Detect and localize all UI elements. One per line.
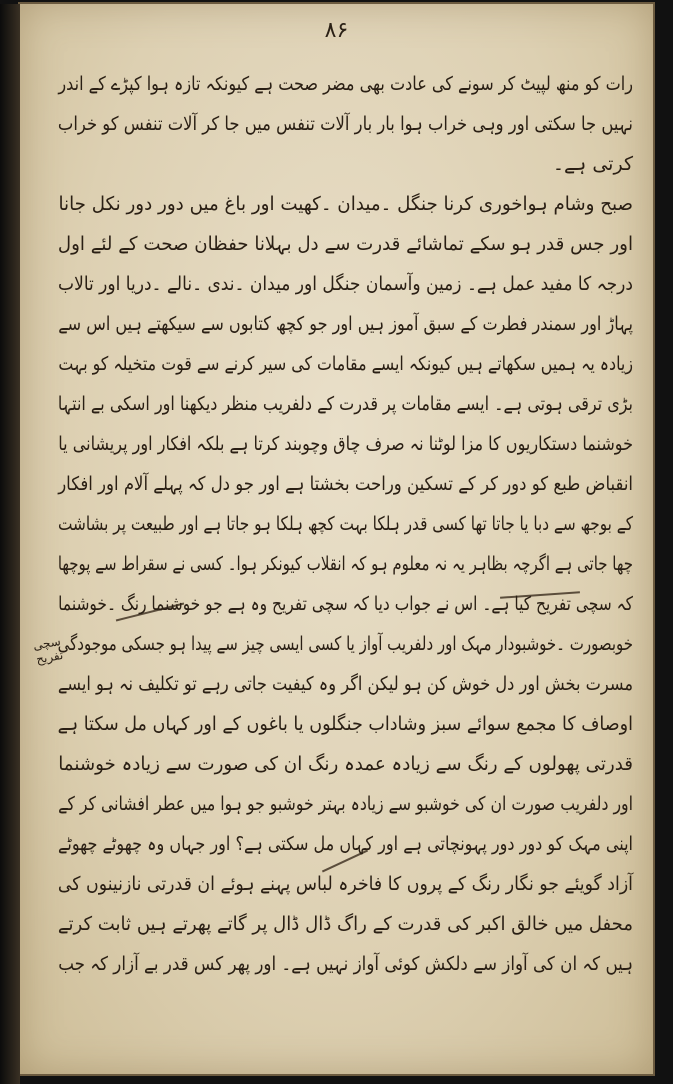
text-line: ہیں کہ ان کی آواز سے دلکش کوئی آواز نہیں ہے۔ اور پھر کس قدر بے آزار کہ جب — [58, 953, 633, 975]
text-line: رات کو منھ لپیٹ کر سونے کی عادت بھی مضر صحت ہے کیونکہ تازہ ہوا کپڑے کے اندر — [58, 73, 634, 95]
text-line: پہاڑ اور سمندر فطرت کے سبق آموز ہیں اور جو کچھ کتابوں سے سیکھتے ہیں اس سے — [58, 313, 634, 335]
text-line: اوصاف کا مجمع سوائے سبز وشاداب جنگلوں یا باغوں کے اور کہاں مل سکتا ہے — [57, 713, 633, 735]
margin-note: سچی تفریح — [31, 634, 65, 667]
text-line: اور دلفریب صورت ان کی خوشبو سے زیادہ بہتر خوشبو جو ہوا میں عطر افشانی کر کے — [58, 793, 633, 815]
text-line: مسرت بخش اور دل خوش کن ہو لیکن اگر وہ کیفیت جاتی رہے تو تکلیف نہ ہو ایسے — [57, 673, 633, 695]
book-page — [20, 4, 653, 1074]
text-line: انقباض طبع کو دور کر کے تسکین وراحت بخشتا ہے اور جو دل کہ پہلے آلام اور افکار — [58, 473, 633, 495]
text-line: صبح وشام ہواخوری کرنا جنگل ۔میدان ۔کھیت اور باغ میں دور دور نکل جانا — [58, 193, 633, 215]
text-line: بڑی ترقی ہوتی ہے۔ ایسے مقامات پر قدرت کے دلفریب منظر دیکھنا اور اسکی بے انتہا — [57, 393, 633, 415]
text-line: درجہ کا مفید عمل ہے۔ زمین وآسمان جنگل اور میدان ۔ندی ۔نالے ۔دریا اور تالاب — [58, 273, 634, 295]
text-line: خوبصورت ۔خوشبودار مہک اور دلفریب آواز یا کسی ایسی چیز سے پیدا ہو جسکی موجودگی — [57, 633, 634, 655]
text-line: آزاد گویئے جو نگار رنگ کے پروں کا فاخرہ لباس پہنے ہوئے ان قدرتی نازنینوں کی — [57, 873, 634, 895]
text-line: نہیں جا سکتی اور وہی خراب ہوا بار بار آلات تنفس میں جا کر آلات تنفس کو خراب — [57, 113, 634, 135]
text-line: اپنی مہک کو دور دور پہونچاتی ہے اور کہاں مل سکتی ہے؟ اور جہاں وہ چھوٹے چھوٹے — [57, 833, 634, 855]
text-line: چھا جاتی ہے اگرچہ بظاہر یہ نہ معلوم ہو کہ انقلاب کیونکر ہوا۔ کسی نے سقراط سے پوچھا — [57, 553, 633, 575]
text-line: کے بوجھ سے دبا یا جاتا تھا کسی قدر ہلکا بہت کچھ ہلکا ہو جاتا ہے اور طبیعت پر بشاشت — [57, 513, 634, 535]
body-text — [58, 64, 633, 984]
text-line: قدرتی پھولوں کے رنگ سے زیادہ عمدہ رنگ ان کی صورت سے زیادہ خوشنما — [58, 753, 633, 775]
text-line: زیادہ یہ ہمیں سکھاتے ہیں کیونکہ ایسے مقامات کی سیر کرنے سے قوت متخیلہ کو بہت — [58, 353, 633, 375]
text-line: خوشنما دستکاریوں کا مزا لوٹنا نہ صرف چاق وچوبند کرتا ہے بلکہ افکار اور پریشانی یا — [58, 433, 633, 455]
text-line: محفل میں خالق اکبر کی قدرت کے راگ ڈال ڈال پر گاتے پھرتے ہیں ثابت کرتے — [57, 913, 634, 935]
text-line: اور جس قدر ہو سکے تماشائے قدرت سے دل بہلانا حفظان صحت کے لئے اول — [57, 233, 633, 255]
text-line: کہ سچی تفریح کیا ہے۔ اس نے جواب دیا کہ سچی تفریح وہ ہے جو خوشنما رنگ ۔خوشنما — [58, 593, 634, 615]
page-number: ۸۶ — [324, 18, 349, 43]
text-line: کرتی ہے۔ — [552, 153, 633, 175]
binding-edge — [0, 4, 20, 1084]
